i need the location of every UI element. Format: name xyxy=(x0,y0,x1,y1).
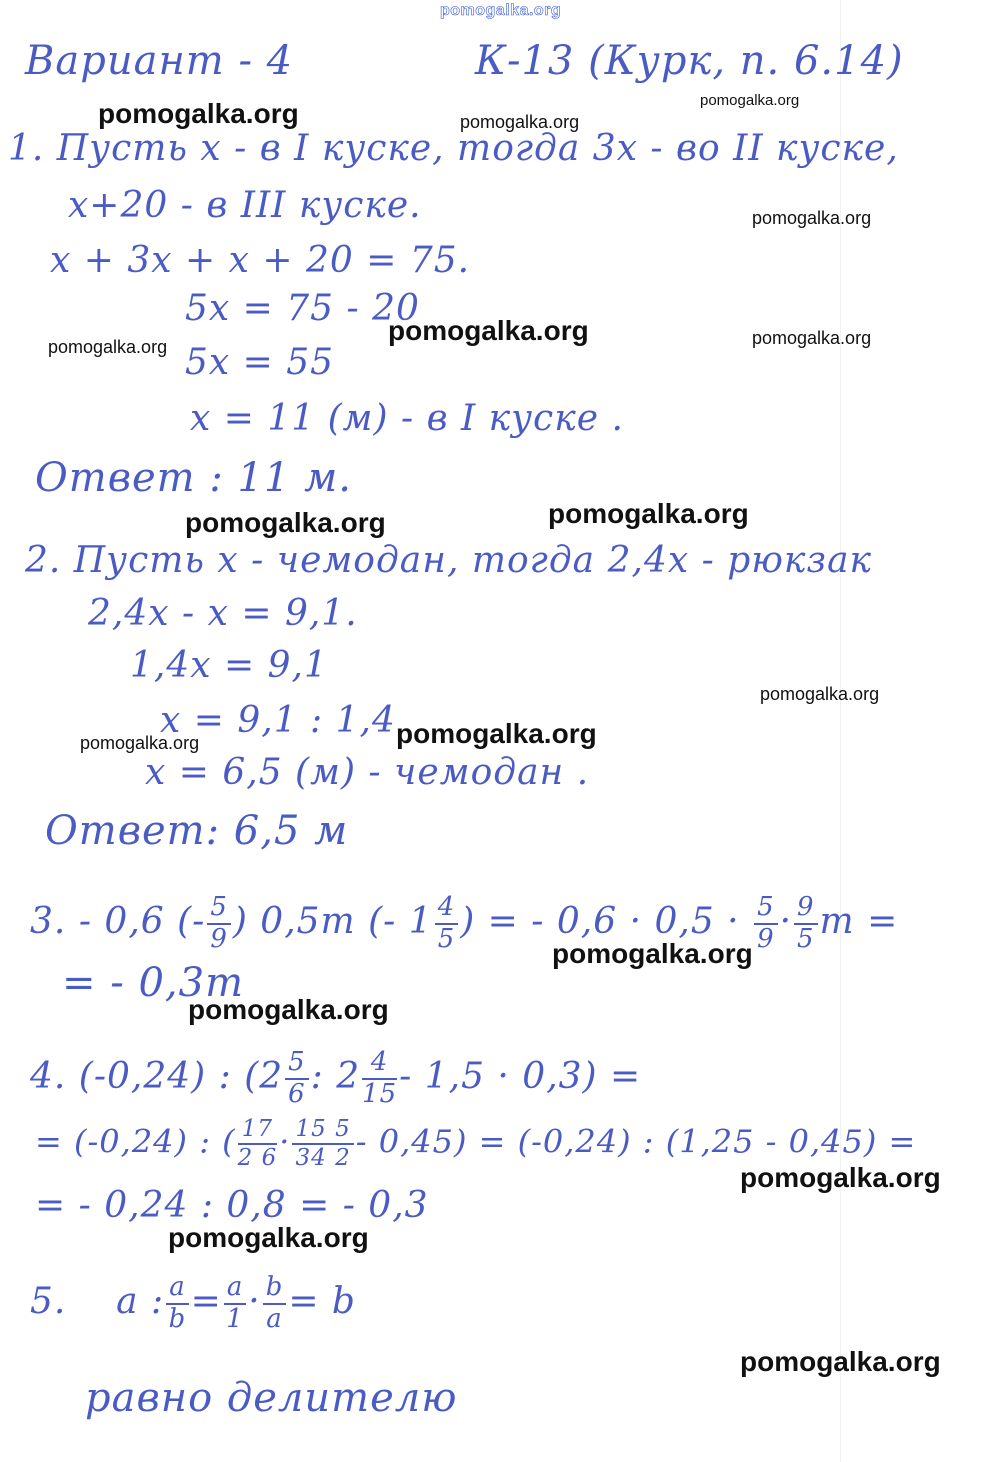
p5-expression: 5. a : $\frac{a}{b}$ = $\frac{a}{1}$ · $\frac{b}{a}$ = b xyxy=(30,1272,356,1334)
p2-eq1: 2,4x - x = 9,1. xyxy=(88,593,358,634)
p1-line1: 1. Пусть x - в I куске, тогда 3x - во II куске, xyxy=(8,128,899,169)
fraction: $\frac{b}{a}$ xyxy=(263,1275,287,1333)
fraction: $\frac{a}{1}$ xyxy=(224,1275,246,1333)
watermark: pomogalka.org xyxy=(740,1346,941,1377)
watermark: pomogalka.org xyxy=(740,1162,941,1193)
watermark: pomogalka.org xyxy=(752,328,872,348)
watermark: pomogalka.org xyxy=(388,315,589,346)
watermark: pomogalka.org xyxy=(185,507,386,538)
watermark: pomogalka.org xyxy=(80,733,200,753)
watermark: pomogalka.org xyxy=(752,208,872,228)
fraction: $\frac{5}{6}$ xyxy=(285,1050,308,1108)
watermark: pomogalka.org xyxy=(552,938,753,969)
p2-eq4: x = 6,5 (м) - чемодан . xyxy=(145,752,590,793)
p4-line3: = - 0,24 : 0,8 = - 0,3 xyxy=(35,1185,429,1226)
watermark: pomogalka.org xyxy=(760,684,880,704)
p2-eq2: 1,4x = 9,1 xyxy=(130,645,328,686)
fraction: $\frac{17}{2 6}$ xyxy=(237,1116,278,1172)
fraction: $\frac{15 5}{34 2}$ xyxy=(292,1118,353,1170)
fraction: $\frac{4}{15}$ xyxy=(362,1047,398,1109)
site-watermark-top: pomogalka.org xyxy=(440,2,562,19)
fraction: $\frac{5}{9}$ xyxy=(754,895,777,953)
p1-answer: Ответ : 11 м. xyxy=(35,455,353,501)
watermark: pomogalka.org xyxy=(98,98,299,129)
watermark: pomogalka.org xyxy=(700,92,800,109)
p5-conclusion: равно делителю xyxy=(85,1375,458,1421)
p3-result: = - 0,3m xyxy=(62,960,245,1006)
fraction: $\frac{4}{5}$ xyxy=(435,895,458,953)
variant-heading: Вариант - 4 xyxy=(25,38,294,84)
p1-eq2: 5x = 75 - 20 xyxy=(185,288,420,329)
p1-eq1: x + 3x + x + 20 = 75. xyxy=(50,240,471,281)
p4-line1: 4. (-0,24) : (2 $\frac{5}{6}$ : 2 $\frac{4}{15}$ - 1,5 · 0,3) = xyxy=(30,1047,642,1109)
p2-eq3: x = 9,1 : 1,4 xyxy=(160,700,396,741)
watermark: pomogalka.org xyxy=(548,498,749,529)
fraction: $\frac{5}{9}$ xyxy=(207,895,230,953)
p1-eq4: x = 11 (м) - в I куске . xyxy=(190,398,624,439)
watermark: pomogalka.org xyxy=(460,112,580,132)
p1-eq3: 5x = 55 xyxy=(185,342,335,383)
fraction: $\frac{9}{5}$ xyxy=(794,895,817,953)
p2-answer: Ответ: 6,5 м xyxy=(45,808,349,854)
p3-expression: 3. - 0,6 (- $\frac{5}{9}$ ) 0,5m (- 1 $\frac{4}{5}$ ) = - 0,6 · 0,5 · $\frac{5}{9}$ · $\frac{9}{5}$ m = xyxy=(30,892,899,954)
p4-line2: = (-0,24) : ( $\frac{17}{2 6}$ · $\frac{15 5}{34 2}$ - 0,45) = (-0,24) : (1,25 - 0,45) = xyxy=(35,1116,917,1172)
p2-line1: 2. Пусть x - чемодан, тогда 2,4x - рюкзак xyxy=(25,540,873,581)
watermark: pomogalka.org xyxy=(48,337,168,357)
p1-line2: x+20 - в III куске. xyxy=(68,185,422,226)
fraction: $\frac{a}{b}$ xyxy=(166,1275,188,1333)
watermark: pomogalka.org xyxy=(188,994,389,1025)
watermark: pomogalka.org xyxy=(168,1222,369,1253)
watermark: pomogalka.org xyxy=(396,718,597,749)
reference-heading: К-13 (Курк, п. 6.14) xyxy=(475,38,904,84)
